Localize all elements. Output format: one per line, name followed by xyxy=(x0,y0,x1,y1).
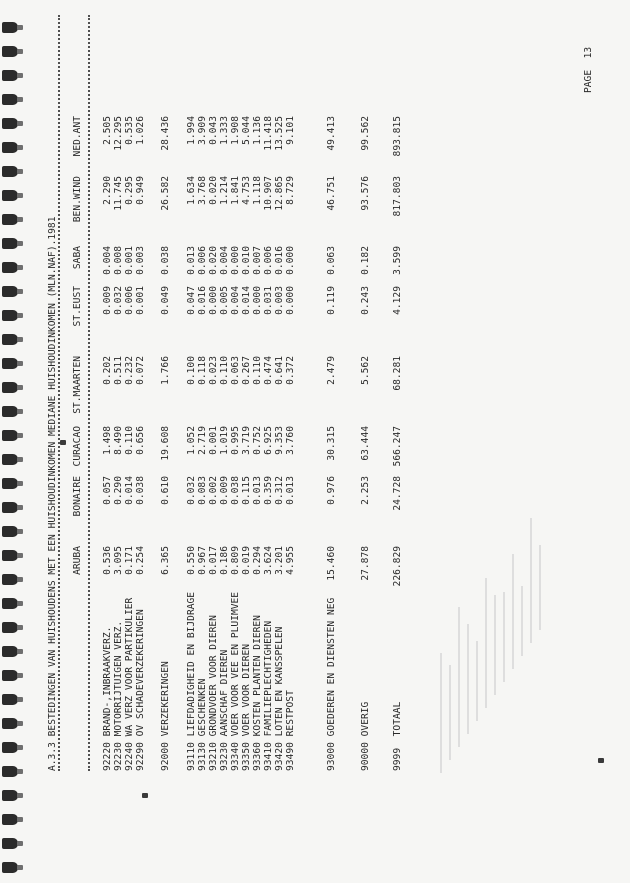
table-cell: 0.202 xyxy=(102,356,113,385)
table-cell: 0.536 xyxy=(102,546,113,575)
table-cell: 8.729 xyxy=(285,176,296,205)
table-cell: 2.505 xyxy=(102,116,113,145)
header-rule-top xyxy=(58,15,60,771)
table-cell: 0.004 xyxy=(230,286,241,315)
table-cell: 0.171 xyxy=(124,546,135,575)
row-label: 92240 WA VERZ VOOR PARTIKULIER xyxy=(124,597,135,771)
bleed-through-line xyxy=(458,607,460,747)
column-header: BONAIRE xyxy=(72,476,83,517)
table-cell: 0.000 xyxy=(285,246,296,275)
table-cell: 2.290 xyxy=(102,176,113,205)
table-cell: 0.000 xyxy=(285,286,296,315)
table-cell: 817.803 xyxy=(392,176,403,217)
table-cell: 0.110 xyxy=(252,356,263,385)
bleed-through-line xyxy=(539,545,541,630)
table-cell: 0.014 xyxy=(241,286,252,315)
table-cell: 0.550 xyxy=(186,546,197,575)
table-cell: 0.008 xyxy=(113,246,124,275)
table-cell: 1.498 xyxy=(102,426,113,455)
table-cell: 0.009 xyxy=(219,476,230,505)
table-cell: 0.656 xyxy=(135,426,146,455)
table-cell: 0.016 xyxy=(197,286,208,315)
table-cell: 0.182 xyxy=(360,246,371,275)
table-cell: 0.001 xyxy=(135,286,146,315)
table-cell: 0.019 xyxy=(241,546,252,575)
table-cell: 0.976 xyxy=(326,476,337,505)
table-cell: 3.624 xyxy=(263,546,274,575)
table-cell: 0.038 xyxy=(135,476,146,505)
column-header: SABA xyxy=(72,246,83,270)
table-cell: 26.582 xyxy=(160,176,171,211)
table-cell: 0.949 xyxy=(135,176,146,205)
row-label: 93490 RESTPOST xyxy=(285,690,296,771)
table-cell: 0.115 xyxy=(241,476,252,505)
table-cell: 13.525 xyxy=(274,116,285,151)
table-cell: 9.353 xyxy=(274,426,285,455)
table-cell: 0.020 xyxy=(208,246,219,275)
row-label: 90000 OVERIG xyxy=(360,701,371,771)
table-cell: 226.829 xyxy=(392,546,403,587)
table-cell: 0.641 xyxy=(274,356,285,385)
table-cell: 24.728 xyxy=(392,476,403,511)
table-cell: 3.719 xyxy=(241,426,252,455)
table-cell: 0.372 xyxy=(285,356,296,385)
table-cell: 0.032 xyxy=(186,476,197,505)
table-cell: 0.038 xyxy=(160,246,171,275)
table-cell: 0.610 xyxy=(160,476,171,505)
row-label: 93130 GESCHENKEN xyxy=(197,678,208,771)
table-cell: 0.000 xyxy=(208,286,219,315)
table-cell: 0.004 xyxy=(102,246,113,275)
row-label: 93210 GRONDVOER VOOR DIEREN xyxy=(208,615,219,771)
column-header: ST.MAARTEN xyxy=(72,356,83,414)
table-title: A.3.3 BESTEDINGEN VAN HUISHOUDENS MET EEN HUISHOUDINKOMEN MEDIANE HUISHOUDINKOMEN (MLN.NAF).1981 xyxy=(47,216,58,771)
table-cell: 0.057 xyxy=(102,476,113,505)
header-rule-bottom xyxy=(88,15,90,771)
table-cell: 0.063 xyxy=(230,356,241,385)
row-label: 92230 MOTORRIJTUIGEN VERZ. xyxy=(113,620,124,771)
table-cell: 0.000 xyxy=(252,286,263,315)
table-cell: 0.809 xyxy=(230,546,241,575)
row-label: 93110 LIEFDADIGHEID EN BIJDRAGE xyxy=(186,591,197,771)
table-cell: 0.049 xyxy=(160,286,171,315)
table-cell: 0.752 xyxy=(252,426,263,455)
table-cell: 0.267 xyxy=(241,356,252,385)
table-cell: 0.006 xyxy=(197,246,208,275)
row-label: 92290 OV SCHADEVERZEKERINGEN xyxy=(135,609,146,771)
table-cell: 1.052 xyxy=(186,426,197,455)
table-cell: 93.576 xyxy=(360,176,371,211)
table-cell: 30.315 xyxy=(326,426,337,461)
table-cell: 0.186 xyxy=(219,546,230,575)
table-cell: 2.719 xyxy=(197,426,208,455)
table-cell: 3.201 xyxy=(274,546,285,575)
table-cell: 4.753 xyxy=(241,176,252,205)
table-cell: 3.909 xyxy=(197,116,208,145)
table-cell: 0.014 xyxy=(124,476,135,505)
table-cell: 0.001 xyxy=(208,426,219,455)
table-cell: 0.995 xyxy=(230,426,241,455)
row-label: 9999 TOTAAL xyxy=(392,701,403,771)
table-cell: 1.994 xyxy=(186,116,197,145)
bleed-through-line xyxy=(512,554,514,669)
table-cell: 1.766 xyxy=(160,356,171,385)
table-cell: 0.359 xyxy=(263,476,274,505)
table-cell: 11.418 xyxy=(263,116,274,151)
table-cell: 4.955 xyxy=(285,546,296,575)
row-label: 92220 BRAND-,INBRAAKVERZ. xyxy=(102,626,113,771)
bleed-through-line xyxy=(503,592,505,682)
table-cell: 1.333 xyxy=(219,116,230,145)
table-cell: 0.013 xyxy=(186,246,197,275)
row-label: 93360 KOSTEN PLANTEN DIEREN xyxy=(252,615,263,771)
table-cell: 0.474 xyxy=(263,356,274,385)
table-cell: 0.110 xyxy=(219,356,230,385)
table-cell: 0.013 xyxy=(285,476,296,505)
table-cell: 0.000 xyxy=(230,246,241,275)
row-label: 92000 VERZEKERINGEN xyxy=(160,661,171,771)
table-cell: 5.044 xyxy=(241,116,252,145)
table-cell: 0.119 xyxy=(326,286,337,315)
table-cell: 0.013 xyxy=(252,476,263,505)
bleed-through-line xyxy=(467,624,469,734)
table-cell: 0.232 xyxy=(124,356,135,385)
table-cell: 0.003 xyxy=(135,246,146,275)
table-cell: 8.490 xyxy=(113,426,124,455)
table-cell: 1.019 xyxy=(219,426,230,455)
bleed-through-line xyxy=(449,665,451,760)
table-cell: 0.511 xyxy=(113,356,124,385)
table-cell: 0.110 xyxy=(124,426,135,455)
table-cell: 0.043 xyxy=(208,116,219,145)
bleed-through-text xyxy=(440,573,600,773)
table-cell: 0.312 xyxy=(274,476,285,505)
table-cell: 2.479 xyxy=(326,356,337,385)
table-cell: 68.281 xyxy=(392,356,403,391)
row-label: 93420 LOTEN EN KANSSPELEN xyxy=(274,626,285,771)
table-cell: 893.815 xyxy=(392,116,403,157)
table-cell: 0.535 xyxy=(124,116,135,145)
table-cell: 0.063 xyxy=(326,246,337,275)
bleed-through-line xyxy=(476,641,478,721)
column-header: ST.EUST xyxy=(72,286,83,327)
table-cell: 3.599 xyxy=(392,246,403,275)
table-cell: 19.608 xyxy=(160,426,171,461)
table-cell: 99.562 xyxy=(360,116,371,151)
table-cell: 0.254 xyxy=(135,546,146,575)
column-header: ARUBA xyxy=(72,546,83,575)
page-number: PAGE 13 xyxy=(583,46,594,93)
table-cell: 0.016 xyxy=(274,246,285,275)
table-cell: 0.294 xyxy=(252,546,263,575)
row-label: 93410 FAMILIEPLECHTIGHEDEN xyxy=(263,620,274,771)
table-cell: 0.017 xyxy=(208,546,219,575)
row-label: 93000 GOEDEREN EN DIENSTEN NEG xyxy=(326,597,337,771)
table-cell: 0.005 xyxy=(219,286,230,315)
table-cell: 0.295 xyxy=(124,176,135,205)
table-cell: 0.032 xyxy=(113,286,124,315)
table-cell: 3.095 xyxy=(113,546,124,575)
table-cell: 0.001 xyxy=(124,246,135,275)
column-header: BEN.WIND xyxy=(72,176,83,223)
table-cell: 63.444 xyxy=(360,426,371,461)
table-cell: 1.214 xyxy=(219,176,230,205)
table-cell: 4.129 xyxy=(392,286,403,315)
table-cell: 12.865 xyxy=(274,176,285,211)
table-cell: 3.768 xyxy=(197,176,208,205)
table-cell: 0.003 xyxy=(274,286,285,315)
table-cell: 0.083 xyxy=(197,476,208,505)
table-cell: 0.038 xyxy=(230,476,241,505)
table-cell: 1.634 xyxy=(186,176,197,205)
table-cell: 1.026 xyxy=(135,116,146,145)
table-cell: 2.253 xyxy=(360,476,371,505)
column-header: NED.ANT xyxy=(72,116,83,157)
table-cell: 10.907 xyxy=(263,176,274,211)
table-cell: 3.760 xyxy=(285,426,296,455)
bleed-through-line xyxy=(521,586,523,656)
table-cell: 11.745 xyxy=(113,176,124,211)
table-cell: 0.967 xyxy=(197,546,208,575)
table-cell: 0.010 xyxy=(241,246,252,275)
table-cell: 0.243 xyxy=(360,286,371,315)
table-cell: 0.023 xyxy=(208,356,219,385)
table-cell: 15.460 xyxy=(326,546,337,581)
table-cell: 0.118 xyxy=(197,356,208,385)
table-cell: 6.365 xyxy=(160,546,171,575)
bleed-through-line xyxy=(485,578,487,708)
bleed-through-line xyxy=(440,653,442,773)
table-cell: 0.020 xyxy=(208,176,219,205)
table-cell: 0.007 xyxy=(252,246,263,275)
table-cell: 5.562 xyxy=(360,356,371,385)
row-label: 93230 AANSCHAF DIEREN xyxy=(219,649,230,771)
table-cell: 0.100 xyxy=(186,356,197,385)
column-header: CURACAO xyxy=(72,426,83,467)
table-cell: 0.002 xyxy=(208,476,219,505)
table-cell: 566.247 xyxy=(392,426,403,467)
table-cell: 0.006 xyxy=(124,286,135,315)
table-cell: 1.841 xyxy=(230,176,241,205)
table-cell: 0.072 xyxy=(135,356,146,385)
row-label: 93350 VOER VOOR DIEREN xyxy=(241,643,252,771)
table-cell: 28.436 xyxy=(160,116,171,151)
table-cell: 0.290 xyxy=(113,476,124,505)
bleed-through-line xyxy=(494,595,496,695)
bleed-through-line xyxy=(530,518,532,643)
table-cell: 0.006 xyxy=(263,246,274,275)
table-cell: 1.118 xyxy=(252,176,263,205)
table-cell: 1.908 xyxy=(230,116,241,145)
table-cell: 0.009 xyxy=(102,286,113,315)
table-cell: 0.031 xyxy=(263,286,274,315)
table-cell: 1.136 xyxy=(252,116,263,145)
table-cell: 46.751 xyxy=(326,176,337,211)
table-cell: 0.047 xyxy=(186,286,197,315)
table-cell: 6.925 xyxy=(263,426,274,455)
table-cell: 0.004 xyxy=(219,246,230,275)
table-cell: 49.413 xyxy=(326,116,337,151)
table-cell: 27.878 xyxy=(360,546,371,581)
table-cell: 12.295 xyxy=(113,116,124,151)
table-cell: 9.101 xyxy=(285,116,296,145)
row-label: 93340 VOER VOOR VEE EN PLUIMVEE xyxy=(230,591,241,771)
